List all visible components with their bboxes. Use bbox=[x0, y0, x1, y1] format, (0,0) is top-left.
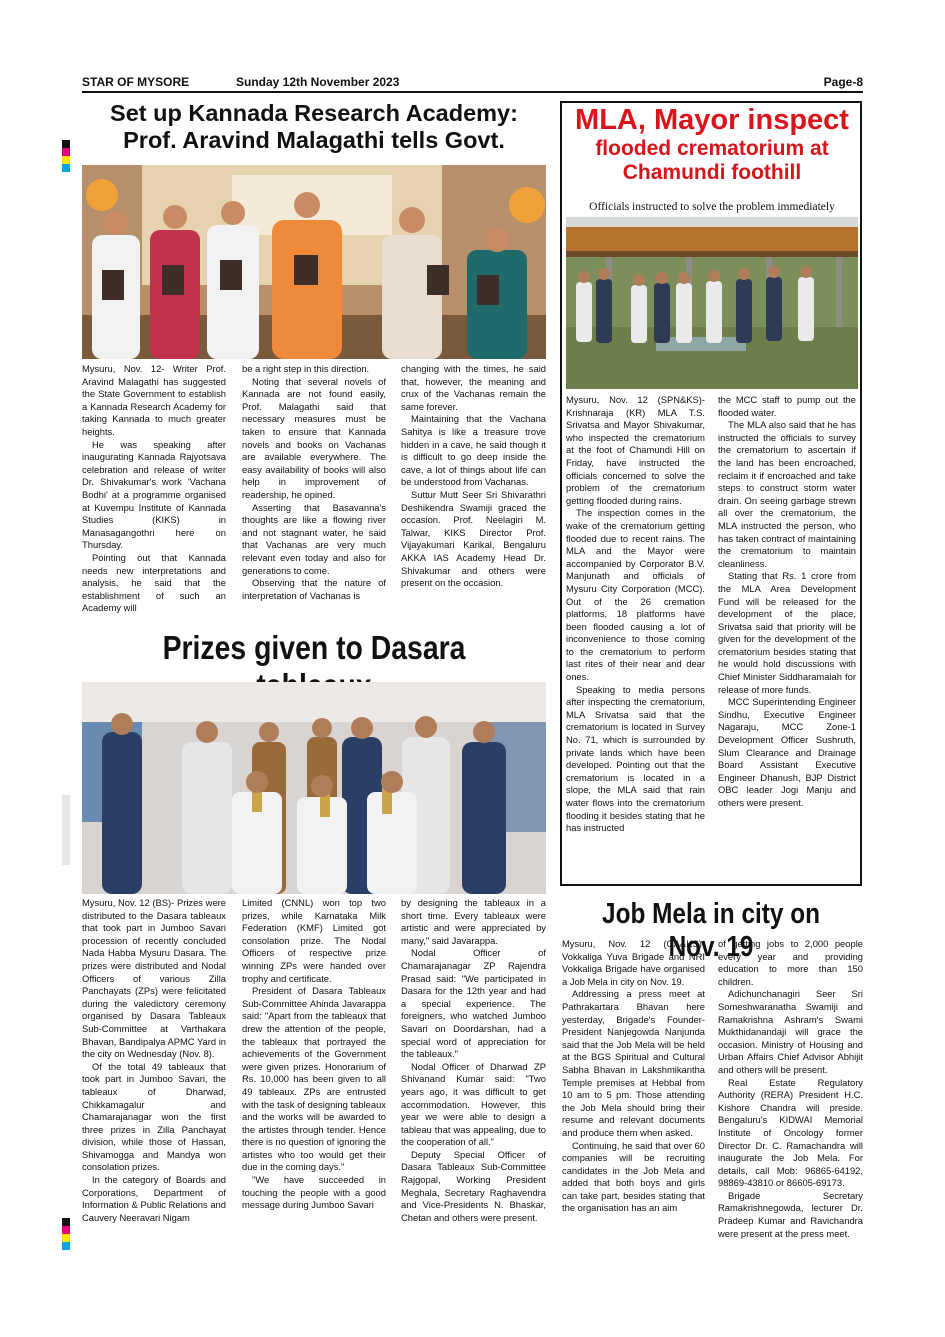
paragraph: "We have succeeded in touching the people with a good message during Jumboo Savari bbox=[242, 1174, 386, 1211]
paragraph: by designing the tableaux in a short time. Every tableaux were artistic and were appreciated by many," said Javarappa. bbox=[401, 897, 546, 946]
paragraph: Nodal Officer of Chamarajanagar ZP Rajendra Prasad said: "We participated in Dasara for the 12th year and had a special experience. The foreigners, who watched Jumboo Savari on Doordarshan, had a special word of appreciation for the tableaux." bbox=[401, 947, 546, 1060]
story4-column-2 bbox=[718, 938, 863, 1240]
paragraph: Of the total 49 tableaux that took part in Jumboo Savari, the tableaux of Dharwad, Chikkamagalur and Chamarajanagar won the first three prizes in Zilla Panchayat division, while those of Hassan, Shivamogga and Mandya won consolation prizes. bbox=[82, 1060, 226, 1173]
paragraph: MCC Superintending Engineer Sindhu, Executive Engineer Nagaraju, MCC Zone-1 Development Officer Sushruth, Slum Clearance and Drainage Board Assistant Executive Engineer Dhanush, BJP District OBC leader Jogi Manju and others were present. bbox=[718, 696, 856, 808]
story3-headline-line2: flooded crematorium at bbox=[595, 137, 829, 161]
story3-headline-line3: Chamundi foothill bbox=[622, 161, 802, 185]
paragraph: Nodal Officer of Dharwad ZP Shivanand Kumar said: "Two years ago, it was difficult to get accommodation. However, this year we were able to design a tableau that was appealing, due to the cooperation of all." bbox=[401, 1060, 546, 1148]
paragraph: changing with the times, he said that, however, the meaning and crux of the Vachanas remain the same forever. bbox=[401, 363, 546, 412]
paragraph: be a right step in this direction. bbox=[242, 363, 370, 374]
paragraph: Pointing out that Kannada needs new interpretations and analysis, he said that the establishment of such an Academy will bbox=[82, 551, 226, 614]
paragraph: Mysuru, Nov. 12 (SPN&KS)- Krishnaraja (KR) MLA T.S. Srivatsa and Mayor Shivakumar, who inspected the crematorium at the foot of Chamundi Hill on Friday, have instructed the officials concerned to solve the problem of the crematorium getting flooded during rains. bbox=[566, 394, 705, 506]
story3-headline-line1: MLA, Mayor inspect bbox=[575, 104, 849, 136]
paragraph: Maintaining that the Vachana Sahitya is like a treasure trove hidden in a cave, he said though it is difficult to go deep inside the cave, a lot of things about life can be understood from Vachanas. bbox=[401, 413, 546, 488]
header-rule bbox=[82, 91, 863, 93]
paragraph: Addressing a press meet at Pathrakartara Bhavan here yesterday, Brigade's Founder-President Nanjegowda Nanjunda said that the Job Mela will be held at the BGS Spiritual and Cultural Sabha Bhavan in Lakshmikantha Temple premises at Hebbal from 10 am to 5 pm. Those attending the Job Mela should bring their resume and relevant documents and produce them when asked. bbox=[562, 988, 705, 1138]
paragraph: In the category of Boards and Corporations, Department of Information & Public Relations and Cauvery Neeravari Nigam bbox=[82, 1174, 226, 1223]
paragraph: the MCC staff to pump out the flooded water. bbox=[718, 394, 856, 418]
story3-column-2 bbox=[718, 394, 856, 810]
paragraph: Real Estate Regulatory Authority (RERA) President H.C. Kishore Chandra will preside. Bengaluru's KIDWAI Memorial Institute of Oncology former Director Dr. C. Ramachandra will inaugurate the Job Mela. For details, call Mob: 96865-64192, 98869-43810 or 86605-69173. bbox=[718, 1076, 863, 1189]
paragraph: Mysuru, Nov. 12 (GA&KS)- Vokkaliga Yuva Brigade and NRI Vokkaliga Brigade have organised a Job Mela in city on Nov. 19. bbox=[562, 938, 705, 987]
story1-column-2 bbox=[242, 363, 386, 602]
registration-marks-top bbox=[62, 140, 70, 172]
margin-tint bbox=[62, 795, 70, 865]
story2-photo bbox=[82, 682, 546, 894]
story3-headline bbox=[564, 104, 860, 186]
story1-headline-line2: Prof. Aravind Malagathi tells Govt. bbox=[123, 127, 505, 154]
story1-headline-line1: Set up Kannada Research Academy: bbox=[110, 100, 518, 126]
paragraph: Continuing, he said that over 60 companies will be recruiting candidates in the Job Mela and added that both boys and girls can take part, besides stating that the organisation has an aim bbox=[562, 1139, 705, 1214]
paragraph: President of Dasara Tableaux Sub-Committee Ahinda Javarappa said: "Apart from the tableaux that drew the attention of the people, the tableaux that portrayed the achievements of the Government were given prizes. Honorarium of Rs. 10,000 has been given to all 49 tableaux. ZPs are entrusted with the task of designing tableaux and the works will be awarded to the artistes through tender. Hence there is no question of ignoring the artistes who too would get their due in the coming days." bbox=[242, 985, 386, 1173]
paragraph: Observing that the nature of interpretation of Vachanas is bbox=[242, 577, 386, 601]
paragraph: Speaking to media persons after inspecting the crematorium, MLA Srivatsa said that the crematorium is located in Survey No. 71, which is surrounded by private lands which have been developed. Pointing out that the crematorium is located in a slope, the MLA said that rain water flows into the crematorium flooding it besides stating that he has instructed bbox=[566, 683, 705, 834]
paragraph: of getting jobs to 2,000 people every year and providing education to more than 150 children. bbox=[718, 938, 863, 987]
story2-column-2 bbox=[242, 897, 386, 1212]
story3-photo bbox=[566, 217, 858, 389]
paragraph: He was speaking after inaugurating Kannada Rajyotsava celebration and release of writer Dr. Shivakumar's work 'Vachana Bodhi' at a programme organised at Kuvempu Institute of Kannada Studies (KIKS) in Manasagangothri here on Thursday. bbox=[82, 438, 226, 551]
paragraph: Noting that several novels of Kannada are not found easily, Prof. Malagathi said that necessary measures must be taken to ensure that Kannada novels and books on Vachanas are available everywhere. The easy availability of books will also help in improvement of readership, he opined. bbox=[242, 375, 386, 500]
prize-ceremony-photo bbox=[82, 682, 546, 894]
story2-headline: Prizes given to Dasara bbox=[162, 629, 466, 666]
paragraph: Limited (CNNL) won top two prizes, while Karnataka Milk Federation (KMF) Limited got consolation prize. The Nodal Officers of respective prize winning ZPs were handed over trophy and certificate. bbox=[242, 897, 386, 984]
story3-subhead: Officials instructed to solve the problem immediately bbox=[589, 201, 835, 213]
paragraph: The inspection comes in the wake of the crematorium getting flooded due to recent rains. The MLA and the Mayor were accompanied by Corporator B.V. Manjunath and officials of Mysuru City Corporation (MCC). Out of the 26 cremation platforms, 18 platforms have been flooded causing a lot of inconvenience to those coming to the crematorium to perform last rites of their near and dear ones. bbox=[566, 507, 705, 683]
story1-column-3 bbox=[401, 363, 546, 590]
story2-column-3 bbox=[401, 897, 546, 1224]
registration-marks-bottom bbox=[62, 1218, 70, 1250]
paragraph: Brigade Secretary Ramakrishnegowda, lecturer Dr. Pradeep Kumar and Ravichandra were present at the press meet. bbox=[718, 1189, 863, 1239]
story1-headline bbox=[80, 100, 548, 154]
story2-column-1 bbox=[82, 897, 226, 1224]
story4-column-1 bbox=[562, 938, 705, 1215]
paragraph: Adichunchanagiri Seer Sri Someshwaranatha Swamiji and Ramakrishna Ashram's Swami Mukthidanandaji will grace the occasion. Ministry of Housing and Urban Affairs Chief Advisor Abhijit and others will be present. bbox=[718, 988, 863, 1075]
book-release-photo bbox=[82, 165, 546, 359]
paragraph: Mysuru, Nov. 12 (BS)- Prizes were distributed to the Dasara tableaux that took part in Jumboo Savari procession of recently concluded Nada Habba Mysuru Dasara. The prizes were distributed and Nodal Officers of various Zilla Panchayats (ZPs) were felicitated during the valedictory ceremony organised by Dasara Tableaux Sub-Committee at Varthakara Bhavan, Bandipalya APMC Yard in the city on Wednesday (Nov. 8). bbox=[82, 897, 227, 1060]
paragraph: Stating that Rs. 1 crore from the MLA Area Development Fund will be released for the development of the place, Srivatsa said that priority will be given for the development of the crematorium besides stating that he would hold discussions with Chief Minister Siddharamaiah for release of more funds. bbox=[718, 570, 856, 695]
masthead: STAR OF MYSORE bbox=[82, 75, 190, 89]
paragraph: Suttur Mutt Seer Sri Shivarathri Deshikendra Swamiji graced the occasion. Prof. Neelagiri M. Talwar, KIKS Director Prof. Vijayakumari Karikal, Bengaluru AKKA IAS Academy Head Dr. Shivakumar and others were present on the occasion. bbox=[401, 488, 546, 589]
story1-photo bbox=[82, 165, 546, 359]
page-number: Page-8 bbox=[823, 75, 863, 89]
crematorium-inspection-photo bbox=[566, 217, 858, 389]
story4-headline: Job Mela in city on Nov. 19 bbox=[602, 898, 820, 964]
story3-column-1 bbox=[566, 394, 705, 835]
paragraph: Asserting that Basavanna's thoughts are like a flowing river and not stagnant water, he said that Vachanas are very much relevant even today and also for generations to come. bbox=[242, 501, 386, 576]
paragraph: The MLA also said that he has instructed the officials to survey the crematorium to ascertain if the land has been encroached, reclaim it if encroached and take steps to construct storm water drain. On seeing garbage strewn all over the crematorium, the MLA instructed the person, who has taken contract of maintaining the crematorium to maintain cleanliness. bbox=[718, 419, 856, 569]
paragraph: Mysuru, Nov. 12- Writer Prof. Aravind Malagathi has suggested the State Government to establish a Kannada Research Academy for taking Kannada to much greater heights. bbox=[82, 363, 226, 437]
story1-column-1 bbox=[82, 363, 226, 615]
issue-date: Sunday 12th November 2023 bbox=[236, 75, 400, 89]
paragraph: Deputy Special Officer of Dasara Tableaux Sub-Committee Rajgopal, Working President Meghala, Secretary Raghavendra and Vice-Presidents N. Bhaskar, Chetan and others were present. bbox=[401, 1148, 546, 1223]
